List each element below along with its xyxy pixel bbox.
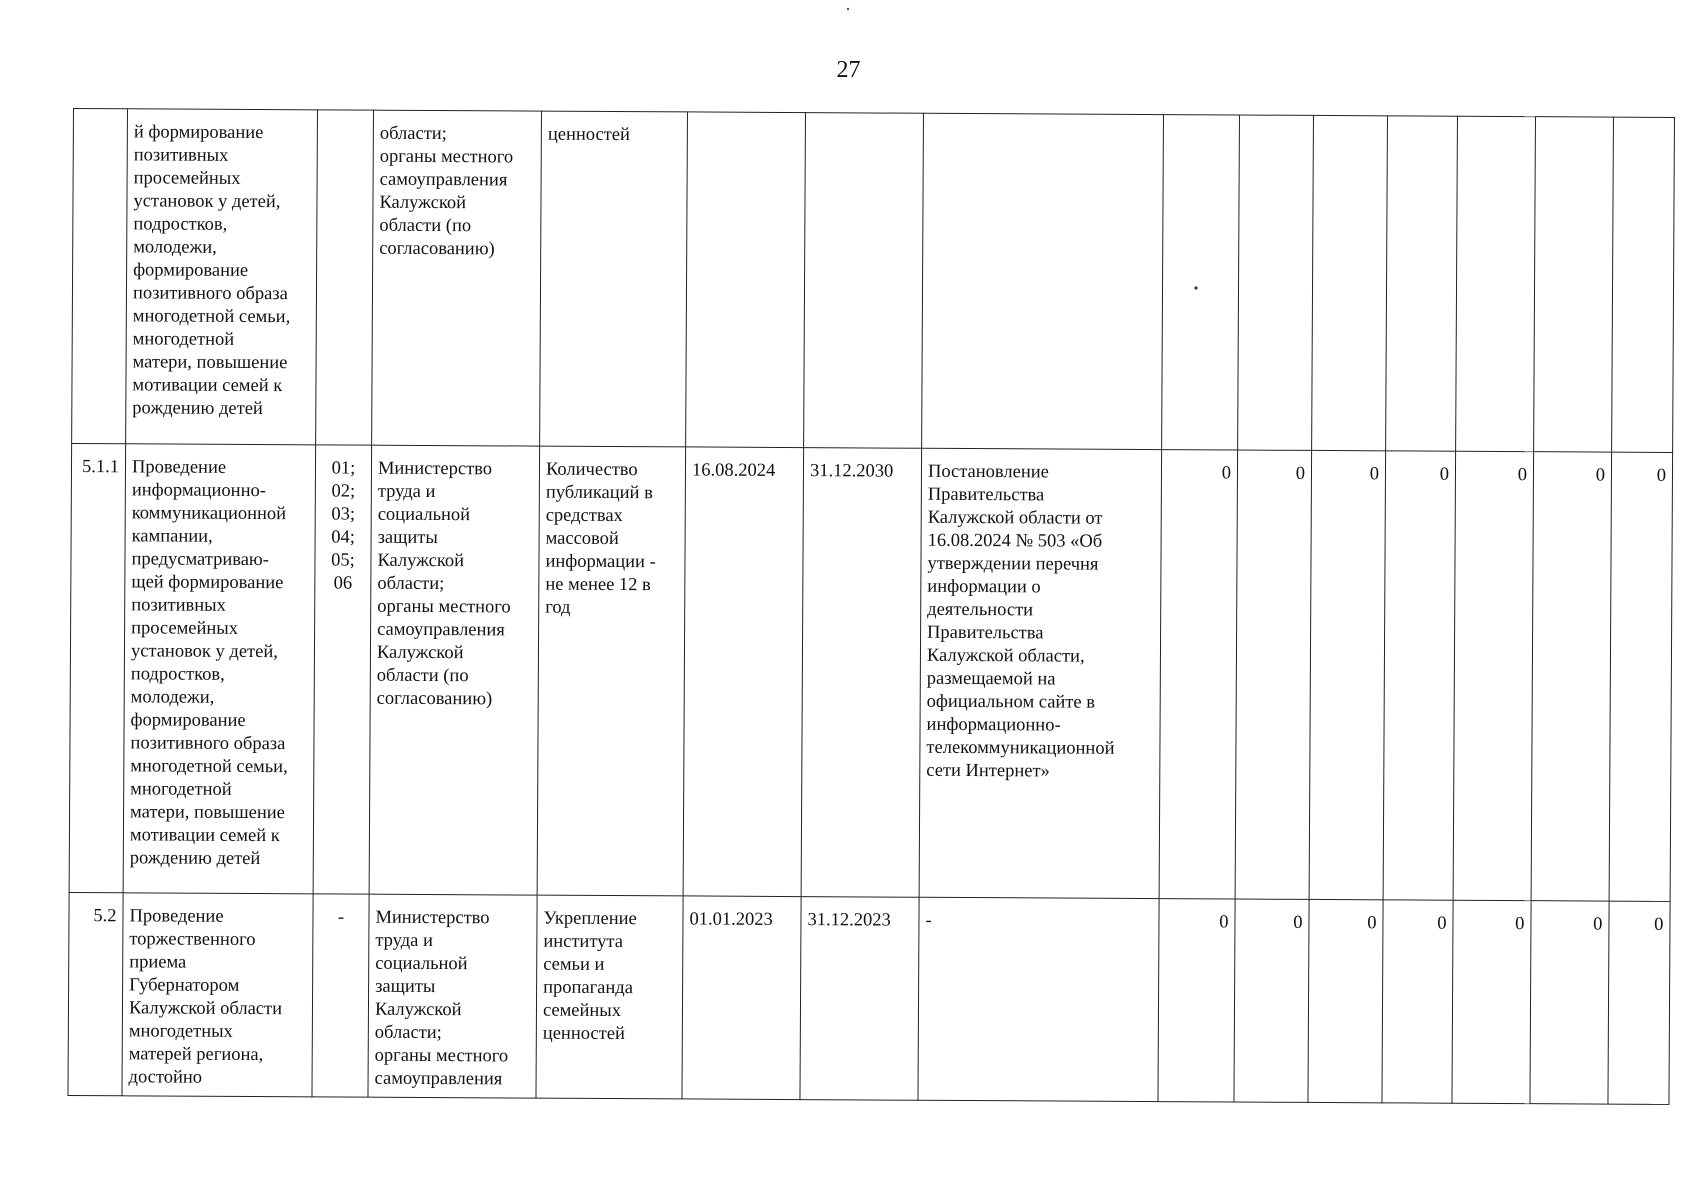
executor-cell: Министерство труда и социальной защиты Калужской области; органы местного самоуправления: [368, 894, 537, 1098]
value-cell: 0: [1452, 900, 1531, 1103]
basis-cell: -: [918, 897, 1159, 1101]
value-cell: [1612, 117, 1675, 452]
value-cell: 0: [1234, 899, 1309, 1102]
row-number: [72, 109, 128, 444]
executor-cell: области; органы местного самоуправления Калужской области (по согласованию): [372, 110, 542, 446]
measure-name: Проведение торжественного приема Губернатором Калужской области многодетных матерей региона, достойно: [122, 893, 313, 1097]
value-cell: [1238, 115, 1314, 450]
value-cell: 0: [1608, 901, 1670, 1104]
measure-name: Проведение информационно- коммуникационной кампании, предусматриваю- щей формирование позитивных просемейных установок у детей, подростков, молодежи, формирование позитивного образа многодетной семьи, многодетной матери, повышение мотивации семей к рождению детей: [123, 444, 316, 894]
measure-name: й формирование позитивных просемейных установок у детей, подростков, молодежи, формирование позитивного образа многодетной семьи, многодетной матери, повышение мотивации семей к рождению детей: [126, 109, 318, 445]
value-cell: 0: [1530, 901, 1609, 1104]
value-cell: [1534, 117, 1614, 452]
start-date: [686, 112, 806, 448]
measures-table: [67, 108, 1674, 1105]
value-cell: 0: [1308, 899, 1383, 1102]
table-row: [72, 109, 1675, 453]
row-number: 5.2: [68, 892, 123, 1095]
codes-cell: 01; 02; 03; 04; 05; 06: [313, 445, 372, 894]
value-cell: [1386, 116, 1458, 451]
end-date: 31.12.2023: [800, 897, 919, 1101]
value-cell: 0: [1158, 899, 1235, 1102]
start-date: 01.01.2023: [682, 896, 801, 1100]
value-cell: [1312, 115, 1388, 450]
result-cell: Количество публикаций в средствах массовой информации - не менее 12 в год: [537, 446, 686, 896]
codes-cell: -: [312, 894, 369, 1097]
result-cell: ценностей: [540, 111, 688, 447]
value-cell: 0: [1382, 900, 1453, 1103]
value-cell: 0: [1159, 450, 1238, 899]
basis-cell: [922, 113, 1164, 449]
table-row: [69, 443, 1672, 901]
value-cell: 0: [1609, 452, 1673, 901]
value-cell: 0: [1235, 450, 1312, 899]
end-date: 31.12.2030: [801, 448, 922, 898]
codes-cell: [316, 110, 374, 445]
row-number: 5.1.1: [69, 443, 126, 892]
value-cell: 0: [1531, 452, 1612, 901]
value-cell: [1162, 115, 1240, 450]
scan-speck: [847, 8, 849, 10]
start-date: 16.08.2024: [683, 447, 804, 897]
value-cell: 0: [1453, 451, 1534, 900]
value-cell: [1456, 116, 1536, 451]
result-cell: Укрепление института семьи и пропаганда семейных ценностей: [536, 895, 683, 1099]
value-cell: 0: [1383, 451, 1456, 900]
executor-cell: Министерство труда и социальной защиты Калужской области; органы местного самоуправления Калужской области (по согласованию): [369, 445, 540, 895]
page-number: 27: [836, 57, 861, 83]
value-cell: 0: [1309, 450, 1386, 899]
end-date: [804, 113, 924, 449]
table-row: [68, 892, 1670, 1104]
basis-cell: Постановление Правительства Калужской области от 16.08.2024 № 503 «Об утверждении перечня информации о деятельности Правительства Калужской области, размещаемой на официальном сайте в информационно- телекоммуникационной сети Интернет»: [919, 448, 1162, 898]
